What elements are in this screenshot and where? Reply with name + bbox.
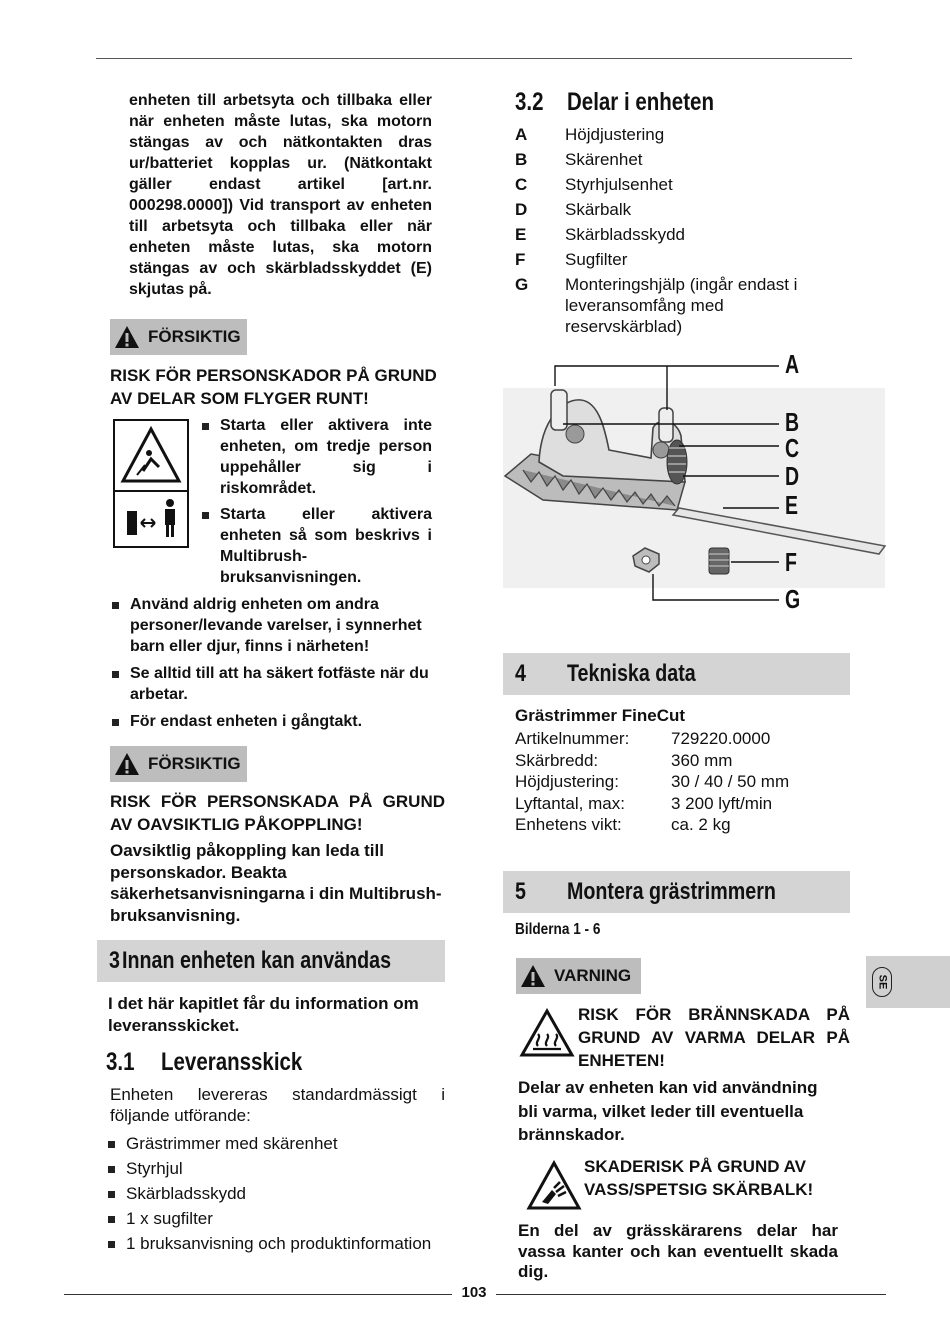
list-item — [515, 247, 845, 272]
warning-heading-burn: RISK FÖR BRÄNNSKADA PÅ GRUND AV VARMA DELAR PÅ ENHETEN! — [578, 1005, 850, 1070]
section-5-heading — [503, 871, 850, 913]
caution2-heading: RISK FÖR PERSONSKADA PÅ GRUND AV OAVSIKTLIG PÅKOPPLING! — [110, 792, 445, 834]
list-item: Starta eller aktivera inte enheten, om tredje person uppehåller sig i riskområdet. — [200, 415, 432, 499]
warning-triangle-icon — [520, 964, 546, 988]
tech-key: Lyftantal, max: — [515, 793, 625, 813]
list-item: Starta eller aktivera enheten så som beskrivs i Multibrush-bruksanvisningen. — [200, 504, 432, 588]
figures-reference: Bilderna 1 - 6 — [515, 921, 601, 938]
callout-d: D — [785, 461, 800, 491]
section-3-2-heading — [515, 88, 746, 117]
language-code: SE — [876, 974, 888, 990]
subsection-number: 3.2 — [515, 88, 544, 116]
subsection-title: Leveransskick — [161, 1048, 303, 1076]
callout-c: C — [785, 433, 800, 463]
part-label: Sugfilter — [565, 250, 628, 269]
section-4-heading — [503, 653, 850, 695]
part-key: E — [515, 225, 527, 244]
part-key: D — [515, 200, 528, 219]
list-item — [515, 147, 845, 172]
subsection-3-1-heading — [106, 1048, 333, 1077]
part-key: C — [515, 175, 528, 194]
delivery-list — [106, 1133, 436, 1254]
warning-text-blade: En del av grässkärarens delar har vassa kanter och kan eventuellt skada dig. — [518, 1221, 838, 1281]
section-number: 3 — [109, 947, 120, 974]
safety-pictogram — [113, 419, 189, 548]
part-key: F — [515, 250, 526, 269]
caution-label-text: FÖRSIKTIG — [148, 327, 241, 346]
section-number: 5 — [515, 878, 526, 905]
part-key: G — [515, 275, 529, 294]
caution-label-2 — [110, 746, 247, 782]
callout-a: A — [785, 349, 800, 379]
warning-label-text: VARNING — [554, 966, 632, 985]
tech-data-table — [515, 728, 845, 836]
part-key: A — [515, 125, 528, 144]
table-row — [515, 814, 845, 836]
table-row — [515, 793, 845, 815]
part-key: B — [515, 150, 528, 169]
list-item: Se alltid till att ha säkert fotfäste när du arbetar. — [110, 663, 432, 705]
tech-key: Skärbredd: — [515, 750, 599, 770]
warning-heading-blade: SKADERISK PÅ GRUND AV VASS/SPETSIG SKÄRBALK! — [584, 1157, 814, 1199]
tech-value: 30 / 40 / 50 mm — [671, 772, 790, 791]
section-title: Tekniska data — [567, 660, 696, 687]
tech-value: 360 mm — [671, 750, 733, 770]
warning-triangle-icon — [114, 752, 140, 776]
part-label: Höjdjustering — [565, 125, 665, 144]
parts-list — [515, 122, 845, 337]
section-3-intro: I det här kapitlet får du information om leveransskicket. — [108, 994, 419, 1035]
page-number: 103 — [461, 1284, 487, 1301]
part-label: Monteringshjälp (ingår endast i leveransomfång med reservskärblad) — [565, 275, 798, 336]
product-name: Grästrimmer FineCut — [515, 706, 686, 725]
part-label: Skärenhet — [565, 150, 643, 169]
tech-key: Enhetens vikt: — [515, 815, 622, 834]
language-badge — [872, 967, 892, 997]
bottom-rule — [496, 1294, 886, 1295]
caution1-heading: RISK FÖR PERSONSKADOR PÅ GRUND AV DELAR SOM FLYGER RUNT! — [110, 366, 437, 408]
intro-paragraph: enheten till arbetsyta och tillbaka eller när enheten måste lutas, ska motorn stängas av och nätkontakten dras ur/batteriet kopplas ur. (Nätkontakt gäller endast artikel [art.nr. 000298.0000]) Vid transport av enheten till arbetsyta och tillbaka eller när enheten måste lutas, ska motorn stängas av och skärbladsskyddet (E) skjutas på. — [129, 92, 432, 298]
callout-b: B — [785, 407, 800, 437]
list-item — [515, 122, 845, 147]
caution-label-text: FÖRSIKTIG — [148, 754, 241, 773]
tech-value: 729220.0000 — [671, 729, 771, 748]
list-item — [515, 172, 845, 197]
part-label: Styrhjulsenhet — [565, 175, 673, 194]
list-item — [515, 222, 845, 247]
section-number: 4 — [515, 660, 526, 687]
list-item — [515, 272, 845, 337]
caution2-text: Oavsiktlig påkoppling kan leda till personskador. Beakta säkerhetsanvisningarna i din Multibrush-bruksanvisning. — [110, 841, 442, 925]
tech-value: 3 200 lyft/min — [671, 793, 773, 813]
list-item: Styrhjul — [106, 1158, 436, 1179]
list-item: Använd aldrig enheten om andra personer/levande varelser, i synnerhet barn eller djur, finns i närheten! — [110, 594, 432, 657]
sharp-blade-icon — [526, 1160, 582, 1212]
hot-surface-icon — [519, 1008, 575, 1058]
tech-value: ca. 2 kg — [671, 815, 731, 834]
callout-g: G — [785, 584, 801, 614]
subsection-number: 3.1 — [106, 1048, 135, 1076]
list-item — [515, 197, 845, 222]
language-tab — [866, 956, 950, 1008]
tech-key: Höjdjustering: — [515, 772, 619, 791]
list-item: Skärbladsskydd — [106, 1183, 436, 1204]
grass-trimmer-illustration — [503, 350, 893, 615]
caution1-icon-bullets — [200, 415, 432, 588]
bottom-rule — [64, 1294, 452, 1295]
caution1-bullets — [110, 594, 432, 732]
callout-f: F — [785, 547, 797, 577]
delivery-text: Enheten levereras standardmässigt i följande utförande: — [110, 1085, 445, 1125]
product-figure — [503, 350, 893, 615]
warning-text-burn: Delar av enheten kan vid användning bli varma, vilket leder till eventuella brännskador. — [518, 1078, 818, 1144]
top-rule — [96, 58, 852, 59]
section-title: Montera grästrimmern — [567, 878, 776, 905]
table-row — [515, 750, 845, 772]
list-item: För endast enheten i gångtakt. — [110, 711, 432, 732]
subsection-title: Delar i enheten — [567, 88, 714, 116]
list-item: 1 bruksanvisning och produktinformation — [106, 1233, 436, 1254]
callout-e: E — [785, 490, 799, 520]
part-label: Skärbalk — [565, 200, 632, 219]
tech-key: Artikelnummer: — [515, 729, 630, 748]
caution-label-1 — [110, 319, 247, 355]
flying-parts-icon — [115, 421, 187, 546]
warning-label — [516, 958, 641, 994]
section-title: Innan enheten kan användas — [122, 947, 392, 974]
table-row — [515, 728, 845, 750]
list-item: 1 x sugfilter — [106, 1208, 436, 1229]
warning-triangle-icon — [114, 325, 140, 349]
table-row — [515, 771, 845, 793]
section-3-heading — [97, 940, 445, 982]
list-item: Grästrimmer med skärenhet — [106, 1133, 436, 1154]
part-label: Skärbladsskydd — [565, 225, 686, 244]
